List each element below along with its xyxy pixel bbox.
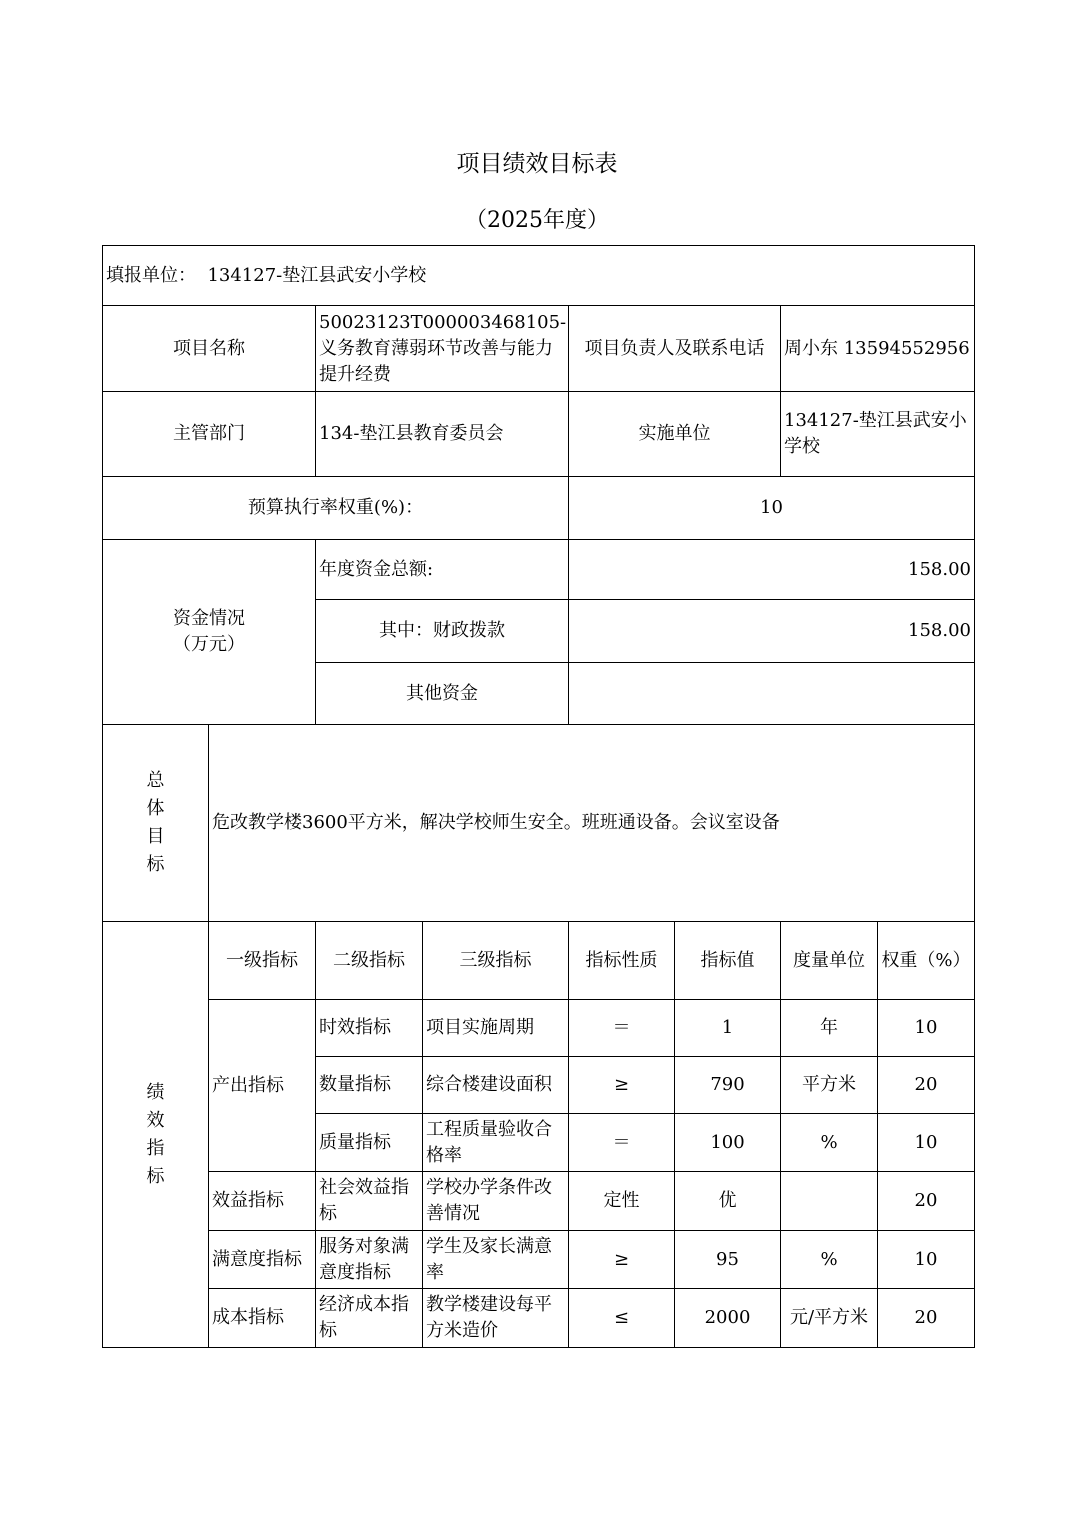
overall-goal-value: 危改教学楼3600平方米，解决学校师生安全。班班通设备。会议室设备 <box>209 725 975 922</box>
impl-value: 134127-垫江县武安小学校 <box>781 392 975 477</box>
project-name-value: 50023123T000003468105-义务教育薄弱环节改善与能力提升经费 <box>316 306 569 392</box>
fill-unit-row <box>103 246 975 306</box>
nature-cell: ≥ <box>569 1231 675 1289</box>
value-cell: 优 <box>675 1172 781 1231</box>
level1-cell: 满意度指标 <box>209 1231 316 1289</box>
nature-cell: ＝ <box>569 1000 675 1057</box>
level2-cell: 质量指标 <box>316 1114 423 1172</box>
nature-cell: ＝ <box>569 1114 675 1172</box>
header-unit: 度量单位 <box>781 922 878 1000</box>
weight-cell: 10 <box>878 1000 975 1057</box>
project-name-label: 项目名称 <box>103 306 316 392</box>
header-weight: 权重（%） <box>878 922 975 1000</box>
nature-cell: ≥ <box>569 1057 675 1114</box>
unit-cell: 平方米 <box>781 1057 878 1114</box>
level2-cell: 社会效益指标 <box>316 1172 423 1231</box>
level2-cell: 时效指标 <box>316 1000 423 1057</box>
header-value: 指标值 <box>675 922 781 1000</box>
value-cell: 1 <box>675 1000 781 1057</box>
level2-cell: 数量指标 <box>316 1057 423 1114</box>
annual-total-label: 年度资金总额: <box>316 540 569 600</box>
unit-cell: % <box>781 1114 878 1172</box>
level1-cell: 成本指标 <box>209 1289 316 1348</box>
funds-label-line1: 资金情况 <box>173 608 245 629</box>
weight-cell: 20 <box>878 1289 975 1348</box>
level3-cell: 综合楼建设面积 <box>423 1057 569 1114</box>
header-level1: 一级指标 <box>209 922 316 1000</box>
dept-label: 主管部门 <box>103 392 316 477</box>
value-cell: 790 <box>675 1057 781 1114</box>
unit-cell: 年 <box>781 1000 878 1057</box>
table-row <box>103 1231 975 1289</box>
nature-cell: ≤ <box>569 1289 675 1348</box>
header-level2: 二级指标 <box>316 922 423 1000</box>
table-row <box>103 1289 975 1348</box>
impl-label: 实施单位 <box>569 392 781 477</box>
unit-cell <box>781 1172 878 1231</box>
weight-cell: 20 <box>878 1172 975 1231</box>
value-cell: 95 <box>675 1231 781 1289</box>
level2-cell: 服务对象满意度指标 <box>316 1231 423 1289</box>
performance-goal-table <box>102 245 975 1348</box>
dept-value: 134-垫江县教育委员会 <box>316 392 569 477</box>
budget-weight-value: 10 <box>569 477 975 540</box>
value-cell: 2000 <box>675 1289 781 1348</box>
level3-cell: 项目实施周期 <box>423 1000 569 1057</box>
annual-total-value: 158.00 <box>569 540 975 600</box>
budget-weight-label: 预算执行率权重(%)： <box>103 477 569 540</box>
weight-cell: 10 <box>878 1231 975 1289</box>
header-level3: 三级指标 <box>423 922 569 1000</box>
level2-cell: 经济成本指标 <box>316 1289 423 1348</box>
level1-cell: 产出指标 <box>209 1000 316 1172</box>
fiscal-label: 其中：财政拨款 <box>316 600 569 663</box>
weight-cell: 10 <box>878 1114 975 1172</box>
overall-goal-label: 总 体 目 标 <box>103 725 209 922</box>
fill-unit-value: 134127-垫江县武安小学校 <box>207 264 427 286</box>
header-nature: 指标性质 <box>569 922 675 1000</box>
performance-indicator-label: 绩 效 指 标 <box>103 922 209 1348</box>
level3-cell: 工程质量验收合格率 <box>423 1114 569 1172</box>
contact-value: 周小东 13594552956 <box>781 306 975 392</box>
page-subtitle: （2025年度） <box>465 208 609 233</box>
contact-label: 项目负责人及联系电话 <box>569 306 781 392</box>
other-funds-value <box>569 663 975 725</box>
unit-cell: % <box>781 1231 878 1289</box>
level3-cell: 学生及家长满意率 <box>423 1231 569 1289</box>
funds-label <box>103 540 316 725</box>
level1-cell: 效益指标 <box>209 1172 316 1231</box>
fiscal-value: 158.00 <box>569 600 975 663</box>
table-row <box>103 1172 975 1231</box>
unit-cell: 元/平方米 <box>781 1289 878 1348</box>
other-funds-label: 其他资金 <box>316 663 569 725</box>
level3-cell: 学校办学条件改善情况 <box>423 1172 569 1231</box>
page-title: 项目绩效目标表 <box>456 151 618 177</box>
table-row <box>103 1000 975 1057</box>
funds-label-line2: （万元） <box>173 634 245 655</box>
fill-unit-label: 填报单位： <box>106 264 196 286</box>
value-cell: 100 <box>675 1114 781 1172</box>
level3-cell: 教学楼建设每平方米造价 <box>423 1289 569 1348</box>
nature-cell: 定性 <box>569 1172 675 1231</box>
weight-cell: 20 <box>878 1057 975 1114</box>
